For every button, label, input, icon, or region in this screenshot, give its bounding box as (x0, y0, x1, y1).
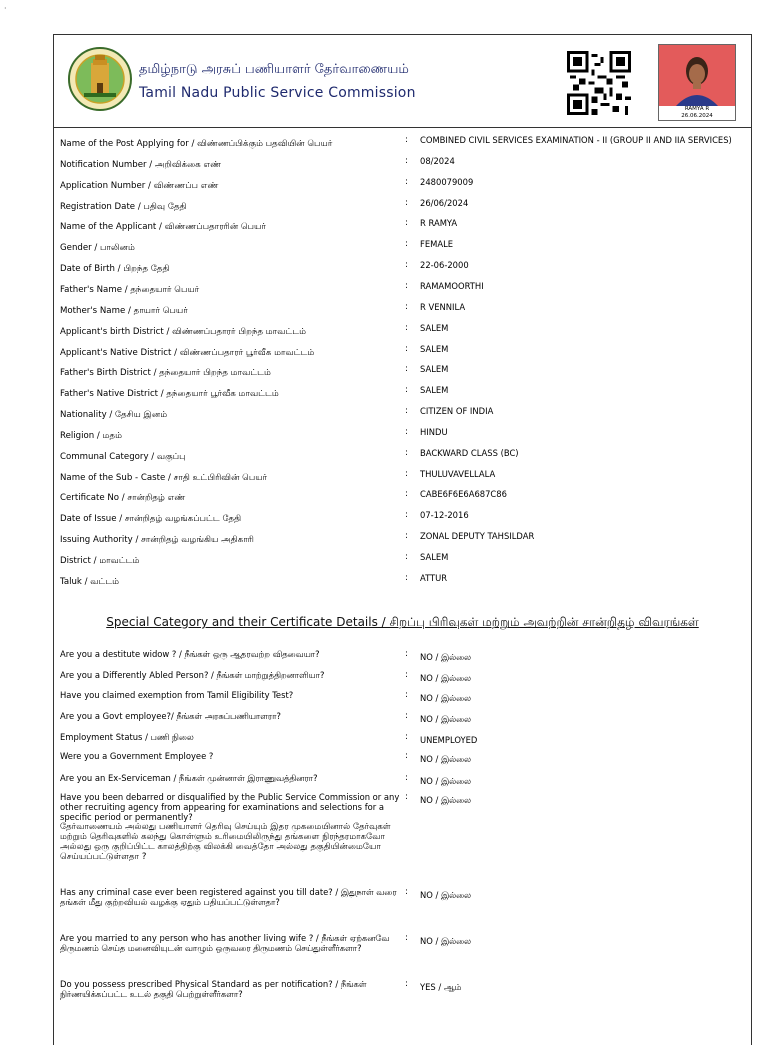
special-question-text: Have you claimed exemption from Tamil Eligibility Test? (60, 690, 294, 700)
org-name-tamil: தமிழ்நாடு அரசுப் பணியாளர் தேர்வாணையம் (139, 62, 409, 77)
special-answer: UNEMPLOYED (420, 735, 478, 745)
special-answer: NO / இல்லை (420, 776, 471, 786)
special-question (60, 979, 400, 999)
detail-label: Certificate No / சான்றிதழ் எண் (60, 493, 186, 504)
detail-value: 2480079009 (420, 176, 474, 187)
detail-value: ZONAL DEPUTY TAHSILDAR (420, 531, 535, 542)
special-question-text: Are you a Govt employee?/ நீங்கள் அரசுப்பணியாளரா? (60, 711, 281, 721)
detail-colon: : (405, 510, 408, 521)
special-colon: : (405, 933, 408, 943)
special-colon: : (405, 751, 408, 761)
special-question (60, 670, 400, 680)
detail-colon: : (405, 364, 408, 375)
detail-value: SALEM (420, 385, 449, 396)
detail-colon: : (405, 426, 408, 437)
detail-value: HINDU (420, 426, 448, 437)
detail-colon: : (405, 176, 408, 187)
detail-label: Mother's Name / தாயார் பெயர் (60, 305, 188, 316)
special-question-text: Are you a destitute widow ? / நீங்கள் ஒரு ஆதரவற்ற விதவையா? (60, 649, 320, 659)
detail-value: R VENNILA (420, 301, 466, 312)
detail-colon: : (405, 280, 408, 291)
detail-label: Father's Native District / தந்தையார் பூர்வீக மாவட்டம் (60, 389, 279, 400)
photo-caption (659, 106, 735, 120)
special-question (60, 690, 400, 700)
special-category-title: Special Category and their Certificate Details / சிறப்பு பிரிவுகள் மற்றும் அவற்றின் சான்றிதழ் விவரங்கள் (106, 615, 699, 629)
applicant-photo (658, 44, 736, 121)
detail-colon: : (405, 155, 408, 166)
detail-value: 26/06/2024 (420, 197, 469, 208)
detail-value: CITIZEN OF INDIA (420, 406, 494, 417)
detail-value: FEMALE (420, 239, 454, 250)
special-question-text: Are you an Ex-Serviceman / நீங்கள் முன்னாள் இராணுவத்தினரா? (60, 773, 318, 783)
detail-value: SALEM (420, 343, 449, 354)
special-answer: NO / இல்லை (420, 795, 471, 805)
special-question-text: Are you a Differently Abled Person? / நீங்கள் மாற்றுத்திறனாளியா? (60, 670, 325, 680)
special-colon: : (405, 887, 408, 897)
special-colon: : (405, 979, 408, 989)
special-colon: : (405, 792, 408, 802)
detail-colon: : (405, 197, 408, 208)
special-answer: NO / இல்லை (420, 936, 471, 946)
special-question-text: Has any criminal case ever been registered against you till date? / இதுநாள் வரை தங்கள் மீது குற்றவியல் வழக்கு ஏதும் பதியப்பட்டுள்ளதா? (60, 887, 397, 907)
detail-value: ATTUR (420, 572, 448, 583)
special-question (60, 933, 400, 953)
detail-label: Application Number / விண்ணப்ப எண் (60, 180, 219, 191)
detail-label: Taluk / வட்டம் (60, 576, 120, 587)
detail-label: Date of Birth / பிறந்த தேதி (60, 264, 170, 275)
detail-value: 22-06-2000 (420, 260, 469, 271)
special-question-text: Do you possess prescribed Physical Standard as per notification? / நீங்கள் நிர்ணயிக்கப்பட்ட உடல் தகுதி பெற்றுள்ளீர்களா? (60, 979, 367, 999)
detail-label: Name of the Sub - Caste / சாதி உட்பிரிவின் பெயர் (60, 472, 268, 483)
detail-colon: : (405, 489, 408, 500)
document-header (54, 35, 751, 128)
detail-label: Applicant's Native District / விண்ணப்பதாரர் பூர்வீக மாவட்டம் (60, 347, 315, 358)
detail-label: Registration Date / பதிவு தேதி (60, 201, 187, 212)
special-colon: : (405, 711, 408, 721)
special-answer: NO / இல்லை (420, 652, 471, 662)
special-colon: : (405, 649, 408, 659)
special-question (60, 732, 400, 742)
special-answer: NO / இல்லை (420, 890, 471, 900)
detail-colon: : (405, 447, 408, 458)
application-document (53, 34, 752, 1045)
detail-value: BACKWARD CLASS (BC) (420, 447, 519, 458)
detail-label: Nationality / தேசிய இனம் (60, 410, 168, 421)
detail-colon: : (405, 301, 408, 312)
detail-label: Date of Issue / சான்றிதழ் வழங்கப்பட்ட தேதி (60, 514, 242, 525)
special-answer: NO / இல்லை (420, 673, 471, 683)
detail-value: SALEM (420, 364, 449, 375)
detail-colon: : (405, 239, 408, 250)
special-answer: NO / இல்லை (420, 693, 471, 703)
detail-colon: : (405, 260, 408, 271)
detail-colon: : (405, 468, 408, 479)
special-question (60, 649, 400, 659)
detail-value: THULUVAVELLALA (420, 468, 496, 479)
special-colon: : (405, 773, 408, 783)
special-question (60, 773, 400, 783)
tnpsc-emblem-icon (68, 47, 132, 111)
photo-caption-date: 26.06.2024 (681, 112, 713, 119)
special-colon: : (405, 732, 408, 742)
qr-code-icon (567, 51, 631, 115)
detail-value: SALEM (420, 322, 449, 333)
detail-colon: : (405, 572, 408, 583)
detail-value: SALEM (420, 552, 449, 562)
detail-colon: : (405, 322, 408, 333)
special-question-text: Employment Status / பணி நிலை (60, 732, 194, 742)
org-name-english: Tamil Nadu Public Service Commission (139, 85, 416, 101)
special-question-text-tamil: தேர்வாணையம் அல்லது பணியாளர் தெரிவு செய்யும் இதர முகமையினால் தேர்வுகள் மற்றும் தெரிவுகளில் கலந்து கொள்ளும் உரிமையிலிருந்து தங்களை நிரந்தரமாகவோ அல்லது ஒரு குறிப்பிட்ட காலத்திற்கு விலக்கி வைத்தோ அல்லது தகுதியின்மையோ செய்யப்பட்டுள்ளதா ? (60, 822, 391, 862)
special-answer: YES / ஆம் (420, 982, 462, 992)
detail-label: Name of the Applicant / விண்ணப்பதாரரின் பெயர் (60, 222, 266, 233)
detail-colon: : (405, 406, 408, 417)
detail-label: District / மாவட்டம் (60, 556, 140, 566)
detail-value: CABE6F6E6A687C86 (420, 489, 507, 500)
detail-colon: : (405, 385, 408, 396)
special-question-text: Are you married to any person who has another living wife ? / நீங்கள் ஏற்கனவே திருமணம் செய்த மனைவியுடன் வாழும் ஒருவரை திருமணம் செய்துள்ளீர்களா? (60, 933, 390, 953)
detail-label: Name of the Post Applying for / விண்ணப்பிக்கும் பதவியின் பெயர் (60, 139, 333, 149)
detail-colon: : (405, 343, 408, 354)
special-answer: NO / இல்லை (420, 714, 471, 724)
special-colon: : (405, 690, 408, 700)
detail-value: 08/2024 (420, 155, 455, 166)
special-colon: : (405, 670, 408, 680)
special-question (60, 887, 400, 907)
detail-label: Issuing Authority / சான்றிதழ் வழங்கிய அதிகாரி (60, 535, 254, 546)
detail-colon: : (405, 218, 408, 229)
special-question-text: Have you been debarred or disqualified by the Public Service Commission or any other recruiting agency from appearing for examinations and selections for a specific period or permanently? (60, 792, 400, 822)
detail-label: Applicant's birth District / விண்ணப்பதாரர் பிறந்த மாவட்டம் (60, 326, 307, 337)
detail-value: R RAMYA (420, 218, 458, 229)
detail-label: Communal Category / வகுப்பு (60, 451, 186, 462)
detail-value: 07-12-2016 (420, 510, 469, 521)
detail-value: COMBINED CIVIL SERVICES EXAMINATION - II (GROUP II AND IIA SERVICES) (420, 135, 732, 145)
detail-colon: : (405, 552, 408, 562)
detail-colon: : (405, 531, 408, 542)
special-question (60, 711, 400, 721)
detail-label: Religion / மதம் (60, 430, 122, 441)
special-question (60, 751, 400, 761)
special-answer: NO / இல்லை (420, 754, 471, 764)
detail-colon: : (405, 135, 408, 145)
detail-label: Father's Name / தந்தையார் பெயர் (60, 284, 200, 295)
detail-label: Father's Birth District / தந்தையார் பிறந்த மாவட்டம் (60, 368, 271, 379)
detail-label: Notification Number / அறிவிக்கை எண் (60, 159, 222, 170)
special-question-text: Were you a Government Employee ? (60, 751, 214, 761)
photo-caption-name: RAMYA R (684, 106, 710, 112)
detail-value: RAMAMOORTHI (420, 280, 484, 291)
page-corner-mark: · (4, 4, 7, 13)
detail-label: Gender / பாலினம் (60, 243, 135, 254)
special-question (60, 792, 400, 862)
